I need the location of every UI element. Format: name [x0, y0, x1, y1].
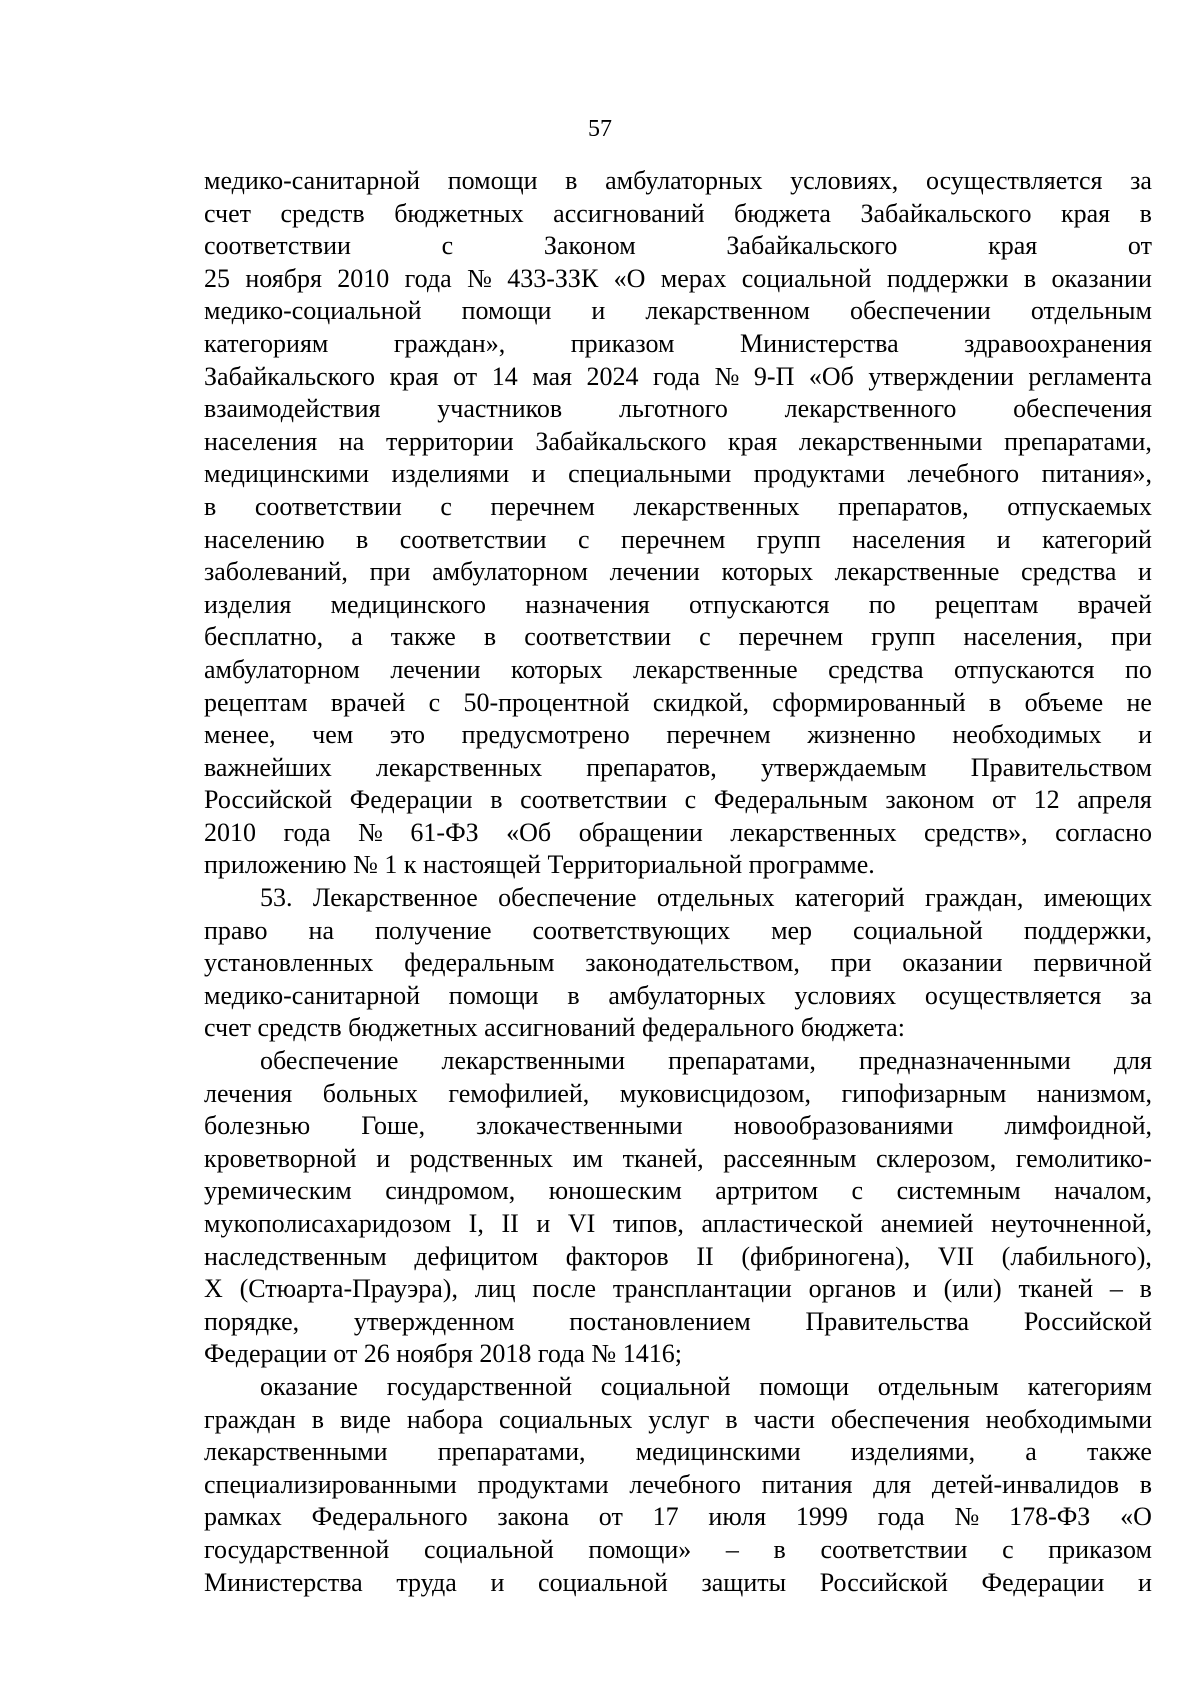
text-line: государственной социальной помощи» – в соответствии с приказом [204, 1534, 1152, 1564]
text-line: приложению № 1 к настоящей Территориальной программе. [204, 850, 875, 880]
text-line: мукополисахаридозом I, II и VI типов, апластической анемией неуточненной, [204, 1209, 1152, 1238]
text-line: Забайкальского края от 14 мая 2024 года № 9-П «Об утверждении регламента [204, 361, 1152, 391]
text-line: населения на территории Забайкальского края лекарственными препаратами, [204, 426, 1152, 456]
text-line: лечения больных гемофилией, муковисцидозом, гипофизарным нанизмом, [204, 1078, 1152, 1108]
text-line: заболеваний, при амбулаторном лечении которых лекарственные средства и [204, 557, 1152, 587]
text-line: наследственным дефицитом факторов II (фибриногена), VII (лабильного), [204, 1241, 1152, 1271]
text-line: медико-санитарной помощи в амбулаторных условиях, осуществляется за [204, 166, 1152, 195]
text-line: соответствии с Законом Забайкальского края от [204, 231, 1152, 261]
text-line: Министерства труда и социальной защиты Российской Федерации и [204, 1567, 1152, 1597]
text-line: 53. Лекарственное обеспечение отдельных категорий граждан, имеющих [260, 883, 1152, 913]
text-line: граждан в виде набора социальных услуг в части обеспечения необходимыми [204, 1404, 1152, 1434]
text-line: счет средств бюджетных ассигнований бюджета Забайкальского края в [204, 198, 1152, 228]
text-line: специализированными продуктами лечебного питания для детей-инвалидов в [204, 1469, 1152, 1499]
text-line: обеспечение лекарственными препаратами, предназначенными для [260, 1046, 1152, 1076]
text-line: 2010 года № 61-ФЗ «Об обращении лекарственных средств», согласно [204, 817, 1152, 847]
text-line: X (Стюарта-Прауэра), лиц после трансплантации органов и (или) тканей – в [204, 1274, 1152, 1304]
text-line: болезнью Гоше, злокачественными новообразованиями лимфоидной, [204, 1111, 1152, 1141]
text-line: бесплатно, а также в соответствии с перечнем групп населения, при [204, 622, 1152, 652]
text-line: изделия медицинского назначения отпускаются по рецептам врачей [204, 589, 1152, 619]
text-line: медико-социальной помощи и лекарственном обеспечении отдельным [204, 296, 1152, 326]
text-line: счет средств бюджетных ассигнований федерального бюджета: [204, 1013, 905, 1043]
text-line: важнейших лекарственных препаратов, утверждаемым Правительством [204, 752, 1152, 782]
text-line: медико-санитарной помощи в амбулаторных условиях осуществляется за [204, 980, 1152, 1010]
page-number: 57 [588, 116, 612, 142]
text-line: менее, чем это предусмотрено перечнем жизненно необходимых и [204, 720, 1152, 750]
text-line: установленных федеральным законодательством, при оказании первичной [204, 948, 1152, 978]
text-line: лекарственными препаратами, медицинскими изделиями, а также [204, 1437, 1152, 1467]
document-body [204, 165, 1152, 1599]
text-line: право на получение соответствующих мер социальной поддержки, [204, 915, 1152, 945]
text-line: медицинскими изделиями и специальными продуктами лечебного питания», [204, 459, 1152, 489]
text-line: населению в соответствии с перечнем групп населения и категорий [204, 524, 1152, 554]
text-line: кроветворной и родственных им тканей, рассеянным склерозом, гемолитико- [204, 1143, 1152, 1173]
text-line: категориям граждан», приказом Министерства здравоохранения [204, 328, 1152, 358]
text-line: Федерации от 26 ноября 2018 года № 1416; [204, 1339, 682, 1369]
text-line: рамках Федерального закона от 17 июля 1999 года № 178-ФЗ «О [204, 1502, 1152, 1532]
text-line: 25 ноября 2010 года № 433-ЗЗК «О мерах социальной поддержки в оказании [204, 263, 1152, 293]
text-line: Российской Федерации в соответствии с Федеральным законом от 12 апреля [204, 785, 1152, 815]
text-line: уремическим синдромом, юношеским артритом с системным началом, [204, 1176, 1152, 1206]
text-line: рецептам врачей с 50-процентной скидкой, сформированный в объеме не [204, 687, 1152, 717]
text-line: оказание государственной социальной помощи отдельным категориям [260, 1371, 1152, 1401]
text-line: амбулаторном лечении которых лекарственные средства отпускаются по [204, 654, 1152, 684]
text-line: порядке, утвержденном постановлением Правительства Российской [204, 1306, 1152, 1336]
text-line: в соответствии с перечнем лекарственных препаратов, отпускаемых [204, 491, 1152, 521]
text-line: взаимодействия участников льготного лекарственного обеспечения [204, 394, 1152, 424]
